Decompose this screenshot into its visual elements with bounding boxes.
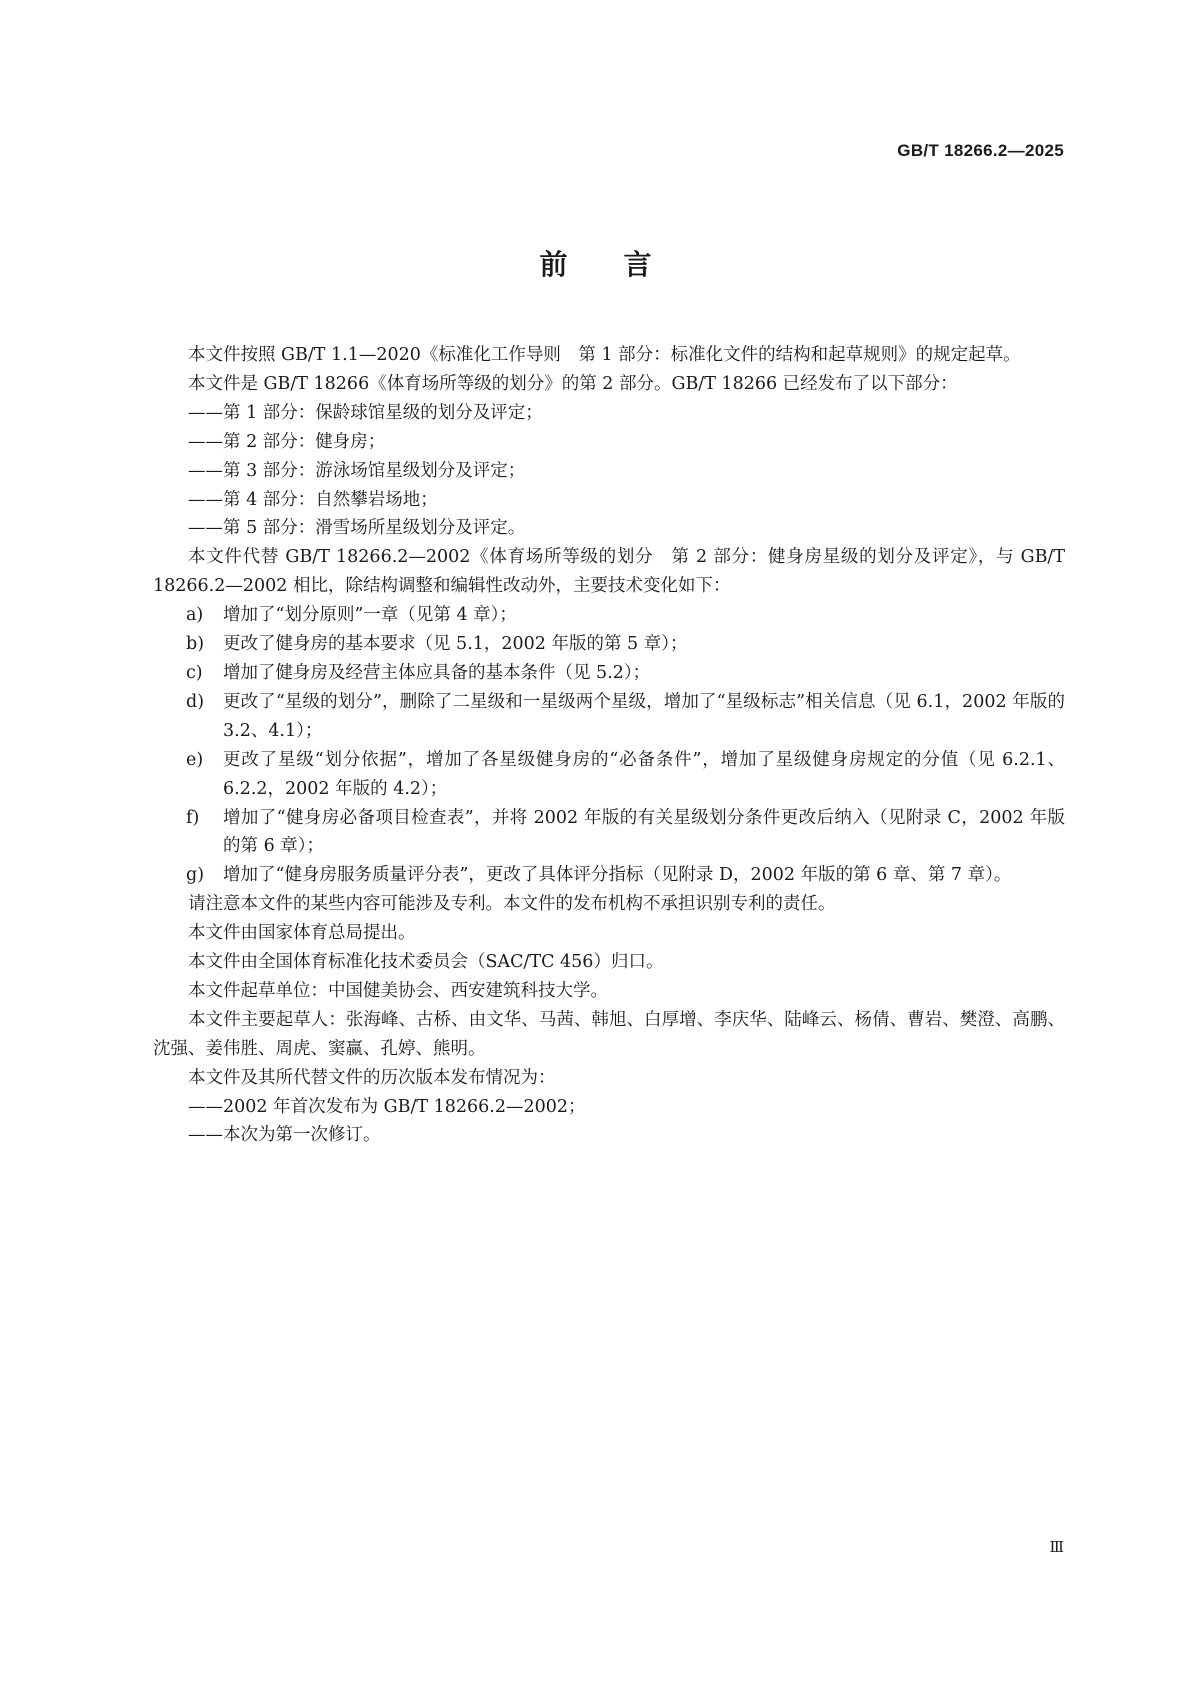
paragraph-replacement: 本文件代替 GB/T 18266.2—2002《体育场所等级的划分 第 2 部分：健身房星级的划分及评定》，与 GB/T 18266.2—2002 相比，除结构调整和编辑性改动外，主要技术变化如下： — [153, 547, 1065, 597]
change-label: b) — [186, 634, 205, 655]
change-text: 增加了“健身房服务质量评分表”，更改了具体评分指标（见附录 D，2002 年版的第 6 章、第 7 章）。 — [223, 865, 1012, 886]
history-list-item: ——本次为第一次修订。 — [188, 1125, 381, 1146]
history-list-item: ——2002 年首次发布为 GB/T 18266.2—2002； — [188, 1096, 586, 1117]
change-list-item — [153, 688, 1065, 746]
change-label: c) — [186, 662, 203, 683]
change-label: a) — [186, 605, 204, 626]
change-text: 更改了星级“划分依据”，增加了各星级健身房的“必备条件”，增加了星级健身房规定的分值（见 6.2.1、6.2.2，2002 年版的 4.2）； — [223, 749, 1065, 799]
foreword-body — [153, 341, 1065, 1150]
part-list-item: ——第 2 部分：健身房； — [188, 431, 386, 452]
part-list-item: ——第 4 部分：自然攀岩场地； — [188, 489, 438, 510]
change-text: 增加了“划分原则”一章（见第 4 章）； — [223, 605, 517, 626]
paragraph-history-intro: 本文件及其所代替文件的历次版本发布情况为： — [188, 1067, 556, 1088]
page-number: Ⅲ — [1049, 1538, 1064, 1556]
part-list-item: ——第 1 部分：保龄球馆星级的划分及评定； — [188, 402, 543, 423]
paragraph-committee: 本文件由全国体育标准化技术委员会（SAC/TC 456）归口。 — [188, 952, 664, 973]
change-text: 增加了健身房及经营主体应具备的基本条件（见 5.2）； — [223, 662, 651, 683]
change-label: f) — [186, 807, 200, 828]
paragraph-drafting-units: 本文件起草单位：中国健美协会、西安建筑科技大学。 — [188, 980, 608, 1001]
change-list-item — [153, 601, 1065, 630]
paragraph-drafters: 本文件主要起草人：张海峰、古桥、由文华、马茜、韩旭、白厚增、李庆华、陆峰云、杨倩、曹岩、樊澄、高鹏、沈强、姜伟胜、周虎、窦赢、孔婷、熊明。 — [153, 1009, 1065, 1059]
part-list-item: ——第 5 部分：滑雪场所星级划分及评定。 — [188, 518, 526, 539]
change-text: 增加了“健身房必备项目检查表”，并将 2002 年版的有关星级划分条件更改后纳入（见附录 C，2002 年版的第 6 章）； — [223, 807, 1065, 857]
page-title: 前言 — [539, 248, 708, 281]
paragraph-drafting-rules: 本文件按照 GB/T 1.1—2020《标准化工作导则 第 1 部分：标准化文件的结构和起草规则》的规定起草。 — [188, 345, 1021, 365]
change-label: e) — [186, 749, 204, 770]
change-label: d) — [186, 691, 205, 712]
change-list-item — [153, 630, 1065, 659]
change-label: g) — [186, 865, 205, 886]
change-text: 更改了健身房的基本要求（见 5.1，2002 年版的第 5 章）； — [223, 634, 688, 655]
part-list-item: ——第 3 部分：游泳场馆星级划分及评定； — [188, 460, 526, 481]
change-list-item — [153, 746, 1065, 804]
paragraph-proposer: 本文件由国家体育总局提出。 — [188, 923, 416, 944]
paragraph-series-intro: 本文件是 GB/T 18266《体育场所等级的划分》的第 2 部分。GB/T 18266 已经发布了以下部分： — [188, 373, 958, 394]
change-list-item — [153, 804, 1065, 862]
change-list-item — [153, 861, 1065, 890]
paragraph-patent-notice: 请注意本文件的某些内容可能涉及专利。本文件的发布机构不承担识别专利的责任。 — [188, 894, 836, 915]
change-list-item — [153, 659, 1065, 688]
standard-code: GB/T 18266.2—2025 — [897, 141, 1064, 160]
change-text: 更改了“星级的划分”，删除了二星级和一星级两个星级，增加了“星级标志”相关信息（见 6.1，2002 年版的 3.2、4.1）； — [223, 691, 1065, 741]
